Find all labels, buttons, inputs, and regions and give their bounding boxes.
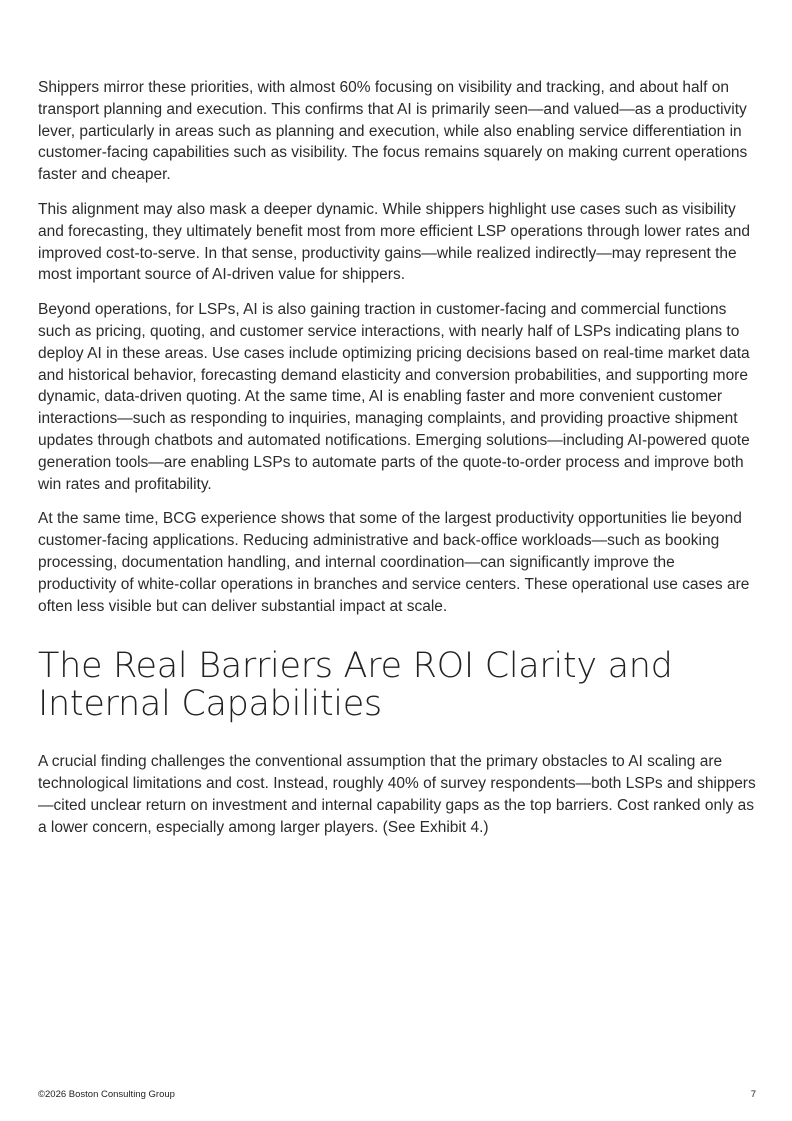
paragraph-back-office-productivity: At the same time, BCG experience shows that some of the largest productivity opportunities lie beyond customer-facing applications. Reducing administrative and back-office workloads—such as booking processing, documentation handling, and internal coordination—can significantly improve the productivity of white-collar operations in branches and service centers. These operational use cases are often less visible but can deliver substantial impact at scale. xyxy=(38,510,750,615)
paragraph-roi-barriers: A crucial finding challenges the conventional assumption that the primary obstacles to AI scaling are technological limitations and cost. Instead, roughly 40% of survey respondents—both LSPs and shippers—cited unclear return on investment and internal capability gaps as the top barriers. Cost ranked only as a lower concern, especially among larger players. (See Exhibit 4.) xyxy=(38,753,756,836)
page-number: 7 xyxy=(750,1089,756,1100)
paragraph-customer-facing-ai: Beyond operations, for LSPs, AI is also gaining traction in customer-facing and commercial functions such as pricing, quoting, and customer service interactions, with nearly half of LSPs indicating plans to deploy AI in these areas. Use cases include optimizing pricing decisions based on real-time market data and historical behavior, forecasting demand elasticity and conversion probabilities, and supporting more dynamic, data-driven quoting. At the same time, AI is enabling faster and more convenient customer interactions—such as responding to inquiries, managing complaints, and providing proactive shipment updates through chatbots and automated notifications. Emerging solutions—including AI-powered quote generation tools—are enabling LSPs to automate parts of the quote-to-order process and improve both win rates and profitability. xyxy=(38,301,750,493)
footer-copyright: ©2026 Boston Consulting Group xyxy=(38,1089,175,1100)
page-footer xyxy=(38,1089,756,1100)
section-heading: The Real Barriers Are ROI Clarity and Internal Capabilities xyxy=(38,646,673,725)
paragraph-alignment-dynamic: This alignment may also mask a deeper dynamic. While shippers highlight use cases such as visibility and forecasting, they ultimately benefit most from more efficient LSP operations through lower rates and improved cost-to-serve. In that sense, productivity gains—while realized indirectly—may represent the most important source of AI-driven value for shippers. xyxy=(38,200,750,284)
paragraph-shipper-priorities: Shippers mirror these priorities, with almost 60% focusing on visibility and tracking, and about half on transport planning and execution. This confirms that AI is primarily seen—and valued—as a productivity lever, particularly in areas such as planning and execution, while also enabling service differentiation in customer-facing capabilities such as visibility. The focus remains squarely on making current operations faster and cheaper. xyxy=(38,79,748,184)
document-body xyxy=(38,77,756,852)
